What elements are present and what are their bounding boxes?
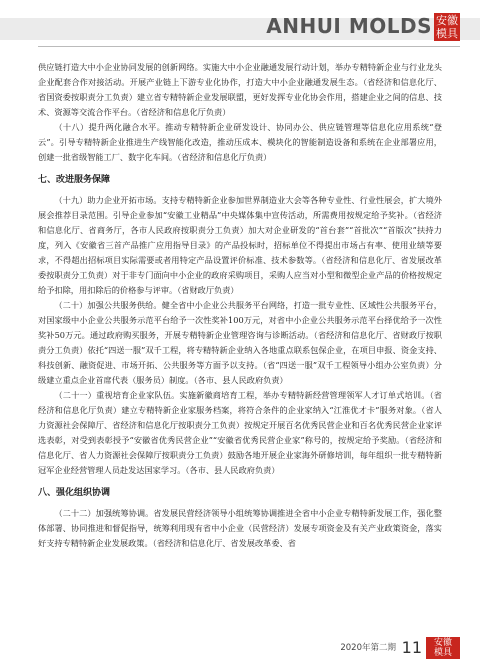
- footer-logo: [426, 637, 460, 659]
- footer-logo-line-2: 模具: [433, 648, 452, 658]
- paragraph-21: （二十一）重视培育企业家队伍。实施新徽商培育工程，举办专精特新经营管理领军人才订单式培训。（省经济和信息化厅负责）建立专精特新企业家服务档案，将符合条件的企业家纳入“江淮优才卡”服务对象。（省人力资源社会保障厅、省经济和信息化厅按职责分工负责）按规定开展百名优秀民营企业和百名优秀民营企业家评选表彰，对受到表彰授予“安徽省优秀民营企业”“安徽省优秀民营企业家”称号的，按规定给予奖励。（省经济和信息化厅、省人力资源社会保障厅按职责分工负责）鼓励各地开展企业家海外研修培训，每年组织一批专精特新冠军企业经营管理人员赴发达国家学习。（各市、县人民政府负责）: [38, 390, 442, 475]
- page-footer: [0, 625, 480, 665]
- section-heading-7: 七、改进服务保障: [38, 175, 111, 185]
- page-number: 11: [401, 638, 422, 657]
- footer-logo-line-1: 安徽: [433, 638, 452, 648]
- logo-line-2: 模具: [436, 27, 458, 40]
- header-divider: [38, 46, 460, 47]
- paragraph-19: （十九）助力企业开拓市场。支持专精特新企业参加世界制造业大会等各种专业性、行业性展会，扩大境外展会推荐目录范围。引导企业参加“安徽工业精品”中央媒体集中宣传活动，所需费用按规定给予奖补。（省经济和信息化厅、省商务厅，各市人民政府按职责分工负责）加大对企业研发的“首台套”“首批次”“首版次”扶持力度，列入《安徽省三首产品推广应用指导目录》的产品投标时，招标单位不得提出市场占有率、使用业绩等要求，不得超出招标项目实际需要或者用特定产品设置评价标准、技术参数等。（省经济和信息化厅、省发展改革委按职责分工负责）对于非专门面向中小企业的政府采购项目，采购人应当对小型和微型企业产品的价格按规定给予扣除，用扣除后的价格参与评审。（省财政厅负责）: [38, 195, 442, 295]
- issue-label: 2020年第二期: [340, 643, 396, 653]
- paragraph-intro: 供应链打造大中小企业协同发展的创新网络。实施大中小企业融通发展行动计划，举办专精特新企业与行业龙头企业配套合作对接活动。开展产业链上下游专业化协作，打造大中小企业融通发展生态。（省经济和信息化厅、省国资委按职责分工负责）建立省专精特新企业发展联盟，更好发挥专业化协会作用，搭建企业之间的信息、技术、资源等交流合作平台。（省经济和信息化厅负责）: [38, 62, 442, 117]
- page-header: [0, 0, 480, 55]
- magazine-logo: [434, 13, 460, 41]
- paragraph-18: （十八）提升两化融合水平。推动专精特新企业研发设计、协同办公、供应链管理等信息化应用系统“登云”。引导专精特新企业推进生产线智能化改造，推动压成本、模块化的智能制造设备和系统在企业部署应用，创建一批省级智能工厂、数字化车间。（省经济和信息化厅负责）: [38, 122, 442, 162]
- logo-line-1: 安徽: [436, 14, 458, 27]
- article-body: [38, 60, 442, 551]
- section-heading-8: 八、强化组织协调: [38, 488, 111, 498]
- paragraph-22: （二十二）加强统筹协调。省发展民营经济领导小组统筹协调推进全省中小企业专精特新发展工作，强化整体部署、协同推进和督促指导，统筹利用现有省中小企业（民营经济）发展专项资金及有关产业政策资金，落实好支持专精特新企业发展政策。（省经济和信息化厅、省发展改革委、省: [38, 508, 442, 548]
- magazine-name: ANHUI MOLDS: [266, 14, 432, 38]
- paragraph-20: （二十）加强公共服务供给。健全省中小企业公共服务平台网络，打造一批专业性、区域性公共服务平台，对国家级中小企业公共服务示范平台给予一次性奖补100万元，对省中小企业公共服务示范平台择优给予一次性奖补50万元。通过政府购买服务，开展专精特新企业管理咨询与诊断活动。（省经济和信息化厅、省财政厅按职责分工负责）依托“四送一服”双千工程，将专精特新企业纳入各地重点联系包保企业，在项目申报、资金支持、科技创新、融资促进、市场开拓、公共服务等方面予以支持。（省“四送一服”双千工程领导小组办公室负责）分级建立重点企业首席代表（服务员）制度。（各市、县人民政府负责）: [38, 300, 442, 385]
